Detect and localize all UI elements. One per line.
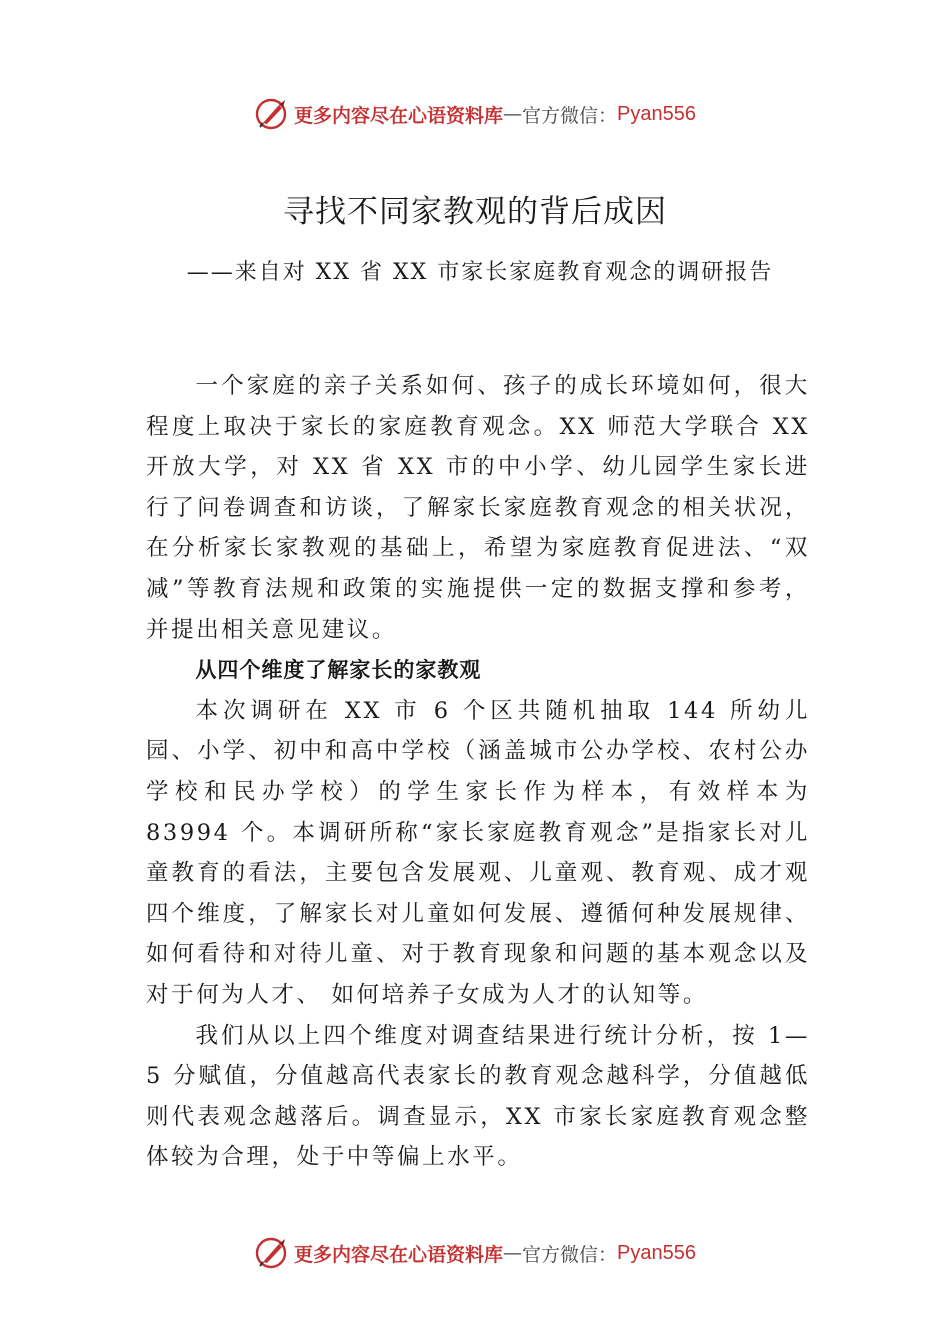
body-paragraph: 我们从以上四个维度对调查结果进行统计分析，按 1—5 分赋值，分值越高代表家长的教育观念越科学，分值越低则代表观念越落后。调查显示，XX 市家长家庭教育观念整体较为合理，处于中等偏上水平。 [146, 1022, 810, 1171]
banner-brand-text: 更多内容尽在心语资料库 [294, 104, 504, 127]
quill-logo-icon [254, 1235, 290, 1271]
document-subtitle: ——来自对 XX 省 XX 市家长家庭教育观念的调研报告 [186, 260, 774, 285]
banner-label: 官方微信： [522, 104, 618, 127]
banner-separator: — [503, 103, 523, 125]
document-body [146, 366, 810, 1178]
quill-logo-icon [254, 96, 290, 132]
header-banner [0, 92, 950, 136]
document-title: 寻找不同家教观的背后成因 [283, 194, 667, 230]
banner-brand-text: 更多内容尽在心语资料库 [294, 1243, 504, 1266]
footer-banner [0, 1231, 950, 1275]
intro-paragraph: 一个家庭的亲子关系如何、孩子的成长环境如何，很大程度上取决于家长的家庭教育观念。XX 师范大学联合 XX 开放大学，对 XX 省 XX 市的中小学、幼儿园学生家长进行了问卷调查和访谈，了解家长家庭教育观念的相关状况，在分析家长家教观的基础上，希望为家庭教育促进法、“双减”等教育法规和政策的实施提供一定的数据支撑和参考，并提出相关意见建议。 [146, 373, 810, 643]
banner-label: 官方微信： [522, 1243, 618, 1266]
banner-wechat-id: Pyan556 [617, 102, 696, 125]
section-heading: 从四个维度了解家长的家教观 [195, 658, 482, 683]
body-paragraph: 本次调研在 XX 市 6 个区共随机抽取 144 所幼儿园、小学、初中和高中学校（涵盖城市公办学校、农村公办学校和民办学校）的学生家长作为样本，有效样本为 83994 个。本调研所称“家长家庭教育观念”是指家长对儿童教育的看法，主要包含发展观、儿童观、教育观、成才观四个维度，了解家长对儿童如何发展、遵循何种发展规律、如何看待和对待儿童、对于教育现象和问题的基本观念以及对于何为人才、 如何培养子女成为人才的认知等。 [146, 697, 810, 1008]
banner-wechat-id: Pyan556 [617, 1241, 696, 1264]
banner-separator: — [503, 1242, 523, 1264]
